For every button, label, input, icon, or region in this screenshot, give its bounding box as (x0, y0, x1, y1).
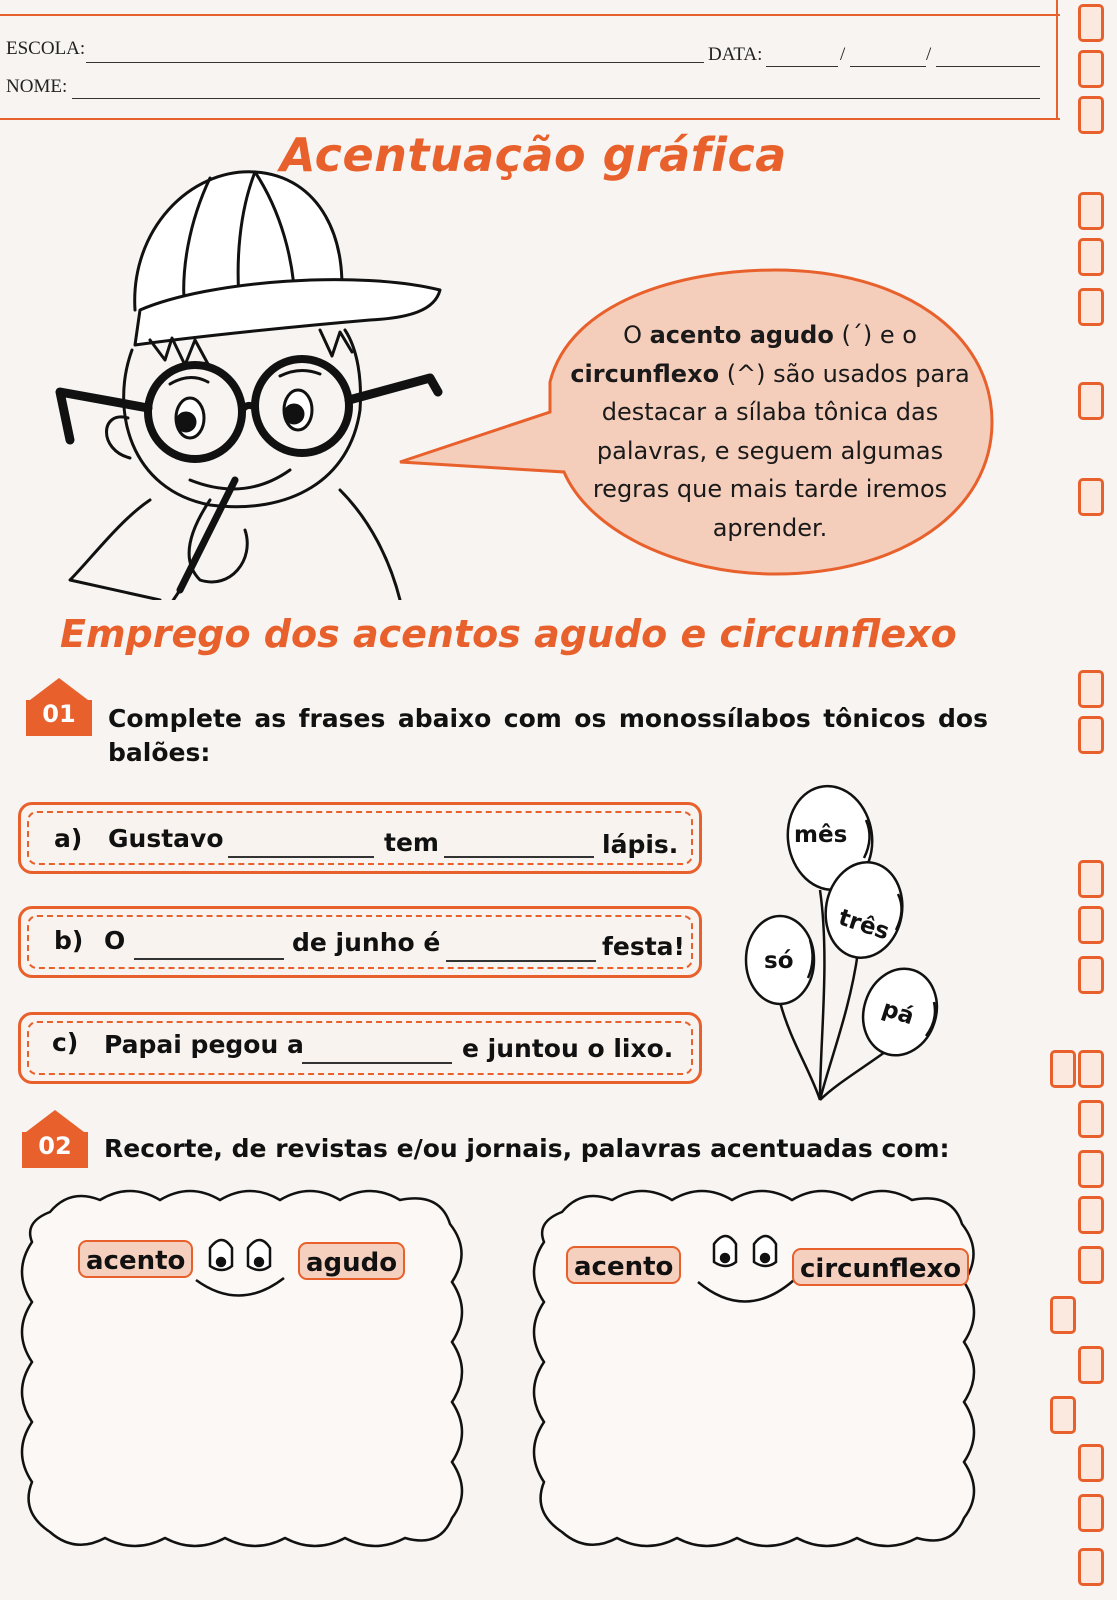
brick-decoration (1078, 1246, 1104, 1284)
answer-blank[interactable] (228, 856, 374, 858)
balloon-word: só (764, 948, 794, 974)
brick-decoration (1078, 1050, 1104, 1088)
bubble-text-part: O (623, 321, 650, 349)
brick-decoration (1078, 906, 1104, 944)
name-label: NOME: (6, 76, 68, 97)
sentence-text: de junho é (292, 928, 441, 957)
sentence-letter: c) (52, 1028, 79, 1057)
brick-decoration (1078, 96, 1104, 134)
brick-decoration (1078, 716, 1104, 754)
sentence-text: O (104, 926, 126, 955)
brick-decoration (1078, 1100, 1104, 1138)
brick-decoration (1078, 238, 1104, 276)
brick-decoration (1078, 1548, 1104, 1586)
sentence-letter: b) (54, 926, 84, 955)
brick-decoration (1050, 1396, 1076, 1434)
bubble-bold-circumflex: circunflexo (570, 359, 720, 388)
date-separator: / (926, 44, 932, 65)
sentence-text: Papai pegou a (104, 1030, 304, 1059)
exercise-instruction: Complete as frases abaixo com os monossílabos tônicos dos (108, 704, 988, 733)
answer-blank[interactable] (446, 960, 596, 962)
cloud-frame-right (522, 1182, 984, 1554)
section-title: Emprego dos acentos agudo e circunflexo (60, 612, 957, 656)
brick-decoration (1078, 478, 1104, 516)
bubble-text (560, 316, 980, 547)
school-label: ESCOLA: (6, 38, 86, 59)
sentence-text: tem (384, 828, 439, 857)
bubble-text-part: (´) e o (833, 321, 917, 349)
word-tag-circunflexo: circunflexo (792, 1248, 969, 1286)
sentence-text: Gustavo (108, 824, 224, 853)
exercise-number: 01 (42, 700, 76, 728)
page-title: Acentuação gráfica (280, 128, 787, 182)
name-field[interactable] (72, 98, 1040, 99)
bubble-text-part: (^) são usados para destacar a sílaba tônica das palavras, e seguem algumas regras que mais tarde iremos aprender. (592, 359, 970, 542)
sentence-text: festa! (602, 932, 685, 961)
exercise-number: 02 (38, 1132, 72, 1160)
brick-decoration (1078, 288, 1104, 326)
brick-decoration (1078, 1346, 1104, 1384)
sentence-text: lápis. (602, 830, 679, 859)
brick-decoration (1078, 1196, 1104, 1234)
brick-decoration (1078, 192, 1104, 230)
header-bottom-line (0, 118, 1060, 120)
brick-decoration (1078, 382, 1104, 420)
date-day-field[interactable] (766, 66, 838, 67)
brick-decoration (1078, 670, 1104, 708)
sentence-letter: a) (54, 824, 83, 853)
brick-decoration (1078, 956, 1104, 994)
exercise-instruction: balões: (108, 738, 211, 767)
brick-decoration (1078, 1494, 1104, 1532)
brick-decoration (1078, 50, 1104, 88)
date-separator: / (840, 44, 846, 65)
brick-decoration (1078, 860, 1104, 898)
school-field[interactable] (86, 62, 704, 63)
balloon-word: mês (794, 822, 848, 848)
cloud-frame-left (10, 1182, 470, 1554)
word-tag-acento: acento (78, 1240, 193, 1278)
answer-blank[interactable] (302, 1062, 452, 1064)
brick-decoration (1078, 1150, 1104, 1188)
answer-blank[interactable] (134, 958, 284, 960)
exercise-instruction: Recorte, de revistas e/ou jornais, palavras acentuadas com: (104, 1134, 950, 1163)
header-top-line (0, 14, 1060, 16)
word-tag-acento: acento (566, 1246, 681, 1284)
date-year-field[interactable] (936, 66, 1040, 67)
sentence-text: e juntou o lixo. (462, 1034, 674, 1063)
answer-blank[interactable] (444, 856, 594, 858)
brick-decoration (1078, 1444, 1104, 1482)
header-right-edge (1056, 0, 1058, 120)
bubble-bold-acute: acento agudo (649, 321, 834, 349)
brick-decoration (1050, 1296, 1076, 1334)
brick-decoration (1078, 4, 1104, 42)
balloons-illustration (740, 780, 960, 1110)
word-tag-agudo: agudo (298, 1242, 405, 1280)
date-label: DATA: (708, 44, 763, 65)
brick-decoration (1050, 1050, 1076, 1088)
balloon-word: três (835, 904, 893, 946)
balloon-word: pá (878, 995, 918, 1031)
date-month-field[interactable] (850, 66, 926, 67)
